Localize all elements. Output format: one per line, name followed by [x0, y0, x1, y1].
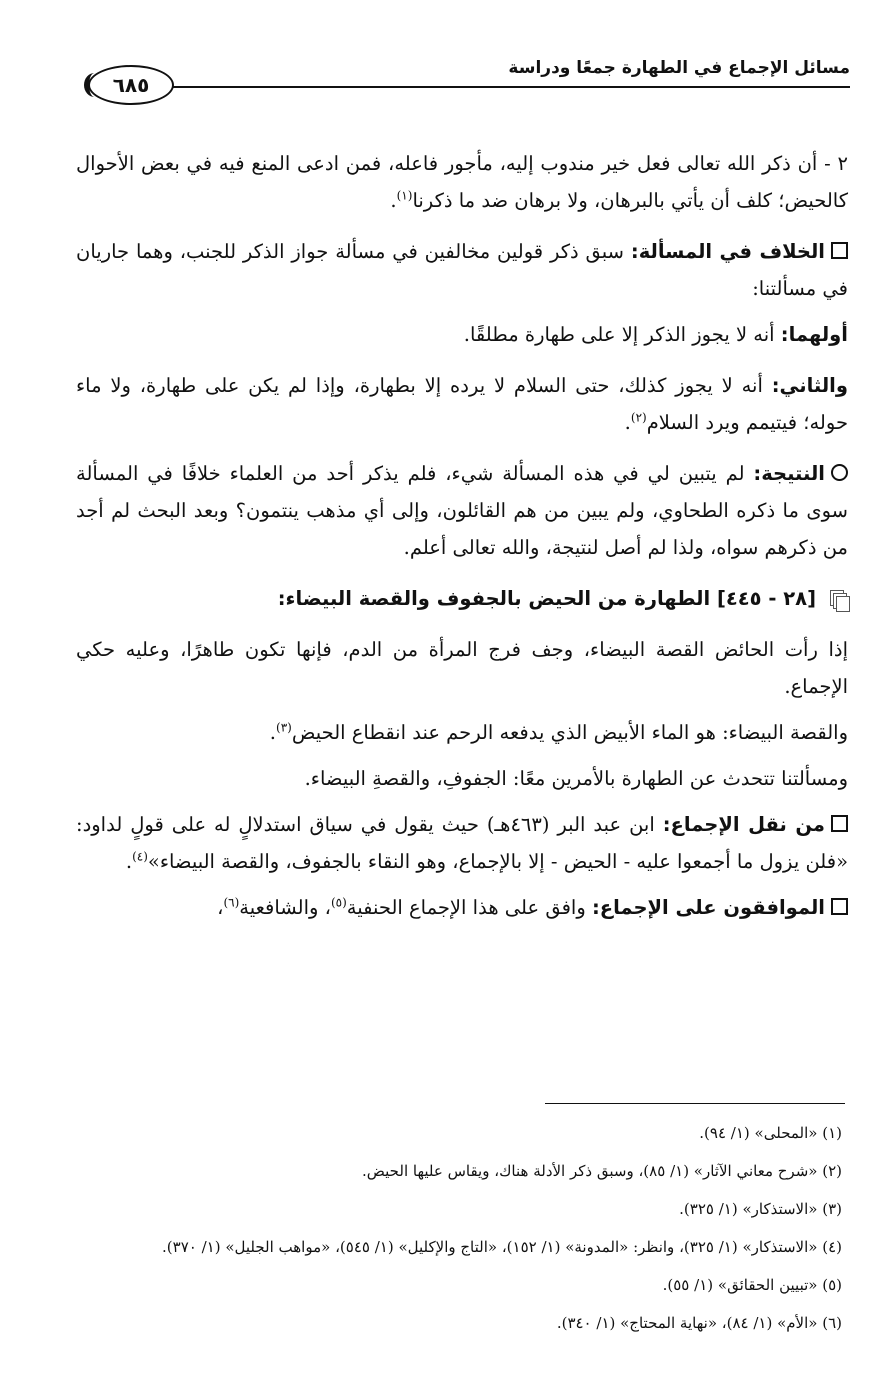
paragraph-lead: النتيجة:: [753, 462, 825, 485]
footnote-ref[interactable]: (١): [396, 188, 413, 203]
paragraph-1: ٢ - أن ذكر الله تعالى فعل خير مندوب إليه، مأجور فاعله، فمن ادعى المنع فيه في بعض الأحوال كالحيض؛ كلف أن يأتي بالبرهان، ولا برهان ضد ما ذكرنا$^{(١)}$.: [76, 152, 848, 212]
footnote-1: (١) «المحلى» (١/ ٩٤).: [699, 1124, 842, 1142]
paragraph-8: ومسألتنا تتحدث عن الطهارة بالأمرين معًا: الجفوفِ، والقصةِ البيضاء.: [304, 767, 848, 790]
circle-bullet-icon: [831, 464, 848, 481]
footnote-ref[interactable]: (٦): [223, 895, 240, 910]
paragraph-lead: الخلاف في المسألة:: [630, 240, 825, 263]
footnote-4: (٤) «الاستذكار» (١/ ٣٢٥)، وانظر: «المدونة» (١/ ١٥٢)، «التاج والإكليل» (١/ ٥٤٥)، «مواهب الجليل» (١/ ٣٧٠).: [162, 1238, 842, 1256]
page-number-oval: [88, 65, 174, 105]
paragraph-7: والقصة البيضاء: هو الماء الأبيض الذي يدفعه الرحم عند انقطاع الحيض$^{(٣)}$.: [269, 720, 848, 744]
paragraph-lead: من نقل الإجماع:: [662, 813, 825, 836]
footnote-separator: [545, 1103, 845, 1104]
paragraph-6: إذا رأت الحائض القصة البيضاء، وجف فرج المرأة من الدم، فإنها تكون طاهرًا، وعليه حكي الإجماع.: [76, 638, 848, 698]
section-heading: [٢٨ - ٤٤٥] الطهارة من الحيض بالجفوف والقصة البيضاء:: [76, 580, 848, 617]
footnote-2: (٢) «شرح معاني الآثار» (١/ ٨٥)، وسبق ذكر الأدلة هناك، ويقاس عليها الحيض.: [362, 1162, 842, 1180]
paragraph-lead: أولهما:: [780, 323, 848, 346]
footnote-ref[interactable]: (٣): [276, 720, 292, 735]
footnotes: [70, 1118, 842, 1346]
page-number: ٦٨٥: [112, 73, 150, 97]
paragraph-10: الموافقون على الإجماع: وافق على هذا الإجماع الحنفية$^{(٥)}$، والشافعية$^{(٦)}$،: [76, 889, 848, 926]
footnote-ref[interactable]: (٤): [132, 849, 148, 864]
square-bullet-icon: [831, 898, 848, 915]
header-rule: [170, 86, 850, 88]
square-bullet-icon: [831, 242, 848, 259]
paragraph-5: النتيجة: لم يتبين لي في هذه المسألة شيء، فلم يذكر أحد من العلماء خلافًا في المسألة سوى ما ذكره الطحاوي، ولم يبين من هم القائلون، وإلى أي مذهب ينتمون؟ وبعد البحث لم أجد من ذكرهم سواه، ولذا لم أصل لنتيجة، والله تعالى أعلم.: [76, 462, 848, 559]
paragraph-2: الخلاف في المسألة: سبق ذكر قولين مخالفين في مسألة جواز الذكر للجنب، وهما جاريان في مسألتنا:: [76, 240, 848, 300]
square-bullet-icon: [831, 815, 848, 832]
footnote-3: (٣) «الاستذكار» (١/ ٣٢٥).: [679, 1200, 842, 1218]
paragraph-9: من نقل الإجماع: ابن عبد البر (٤٦٣هـ) حيث يقول في سياق استدلالٍ له على قولٍ لداود: «فلن يزول ما أجمعوا عليه - الحيض - إلا بالإجماع، وهو النقاء بالجفوف، والقصة البيضاء»$^{(٤)}$.: [76, 813, 848, 873]
paragraph-4: والثاني: أنه لا يجوز كذلك، حتى السلام لا يرده إلا بطهارة، وإذا لم يكن على طهارة، ولا ماء حوله؛ فيتيمم ويرد السلام$^{(٢)}$.: [76, 374, 848, 434]
running-title: مسائل الإجماع في الطهارة جمعًا ودراسة: [508, 58, 850, 78]
paragraph-3: أولهما: أنه لا يجوز الذكر إلا على طهارة مطلقًا.: [463, 323, 848, 346]
paragraph-lead: والثاني:: [771, 374, 848, 397]
footnote-ref[interactable]: (٢): [630, 410, 647, 425]
footnote-5: (٥) «تبيين الحقائق» (١/ ٥٥).: [662, 1276, 842, 1294]
paragraph-lead: الموافقون على الإجماع:: [591, 896, 825, 919]
footnote-ref[interactable]: (٥): [330, 895, 347, 910]
footnote-6: (٦) «الأم» (١/ ٨٤)، «نهاية المحتاج» (١/ ٣٤٠).: [556, 1314, 842, 1332]
body-text: [76, 145, 848, 940]
document-stack-icon: [830, 590, 848, 610]
page-header: [84, 52, 850, 122]
